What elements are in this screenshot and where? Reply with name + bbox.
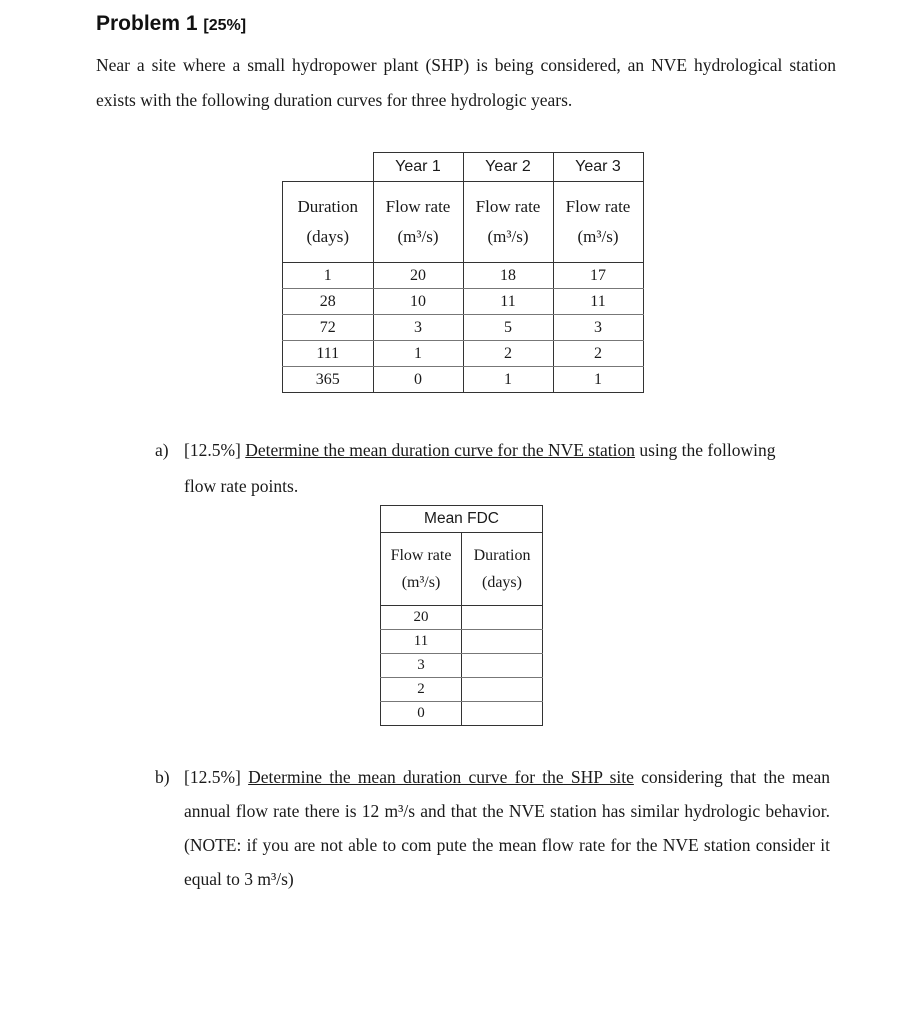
flow-cell: 1 — [463, 367, 553, 393]
fdc-duration-cell — [462, 630, 543, 654]
question-a-weight: [12.5%] — [184, 440, 241, 460]
flow-cell: 3 — [373, 315, 463, 341]
question-b-weight: [12.5%] — [184, 767, 241, 787]
question-a-text-line1: using the following — [639, 440, 776, 460]
table-row — [381, 654, 543, 678]
problem-intro: Near a site where a small hydropower plant (SHP) is being considered, an NVE hydrological station exists with the following duration curves for three hydrologic years. — [96, 55, 836, 110]
table-row — [283, 263, 644, 289]
flow-cell: 11 — [553, 289, 643, 315]
flow-cell: 17 — [553, 263, 643, 289]
flow-cell: 2 — [463, 341, 553, 367]
flow-cell: 18 — [463, 263, 553, 289]
question-a-underlined: Determine the mean duration curve for the NVE station — [245, 440, 635, 460]
problem-title — [96, 12, 246, 36]
flow-cell: 2 — [553, 341, 643, 367]
problem-weight: [25%] — [203, 17, 247, 34]
question-a-text-line2: flow rate points. — [184, 476, 299, 496]
flow-cell: 20 — [373, 263, 463, 289]
fdc-duration-cell — [462, 606, 543, 630]
flow-rate-header-year-3: Flow rate (m³/s) — [553, 182, 643, 263]
fdc-flow-cell: 20 — [381, 606, 462, 630]
flow-cell: 10 — [373, 289, 463, 315]
flow-cell: 0 — [373, 367, 463, 393]
fdc-flow-header: Flow rate (m³/s) — [381, 533, 462, 606]
table-row — [381, 702, 543, 726]
year-1-header: Year 1 — [373, 153, 463, 182]
blank-corner-cell — [283, 153, 374, 182]
table-row — [381, 606, 543, 630]
mean-fdc-table — [380, 505, 543, 726]
flow-cell: 5 — [463, 315, 553, 341]
fdc-duration-header: Duration (days) — [462, 533, 543, 606]
table-row — [381, 678, 543, 702]
year-2-header: Year 2 — [463, 153, 553, 182]
fdc-flow-cell: 11 — [381, 630, 462, 654]
fdc-flow-cell: 0 — [381, 702, 462, 726]
flow-rate-header-year-2: Flow rate (m³/s) — [463, 182, 553, 263]
fdc-duration-cell — [462, 654, 543, 678]
duration-cell: 28 — [283, 289, 374, 315]
question-b-underlined: Determine the mean duration curve for the SHP site — [248, 767, 634, 787]
question-a-label: a) — [155, 440, 169, 460]
problem-title-text: Problem 1 — [96, 12, 198, 35]
flow-cell: 11 — [463, 289, 553, 315]
question-b — [155, 760, 830, 896]
flow-cell: 1 — [373, 341, 463, 367]
fdc-flow-cell: 3 — [381, 654, 462, 678]
flow-rate-header-year-1: Flow rate (m³/s) — [373, 182, 463, 263]
question-b-text: considering that the mean annual flow rate there is 12 m³/s and that the NVE station has similar hydrologic behavior. (NOTE: if you are not able to com pute the mean flow rate for the NVE station consider it equal to 3 m³/s) — [184, 767, 831, 889]
table-row — [283, 367, 644, 393]
table-row — [283, 315, 644, 341]
flow-cell: 3 — [553, 315, 643, 341]
duration-cell: 72 — [283, 315, 374, 341]
duration-curves-table — [282, 152, 644, 393]
table-row — [283, 341, 644, 367]
duration-cell: 365 — [283, 367, 374, 393]
fdc-duration-cell — [462, 702, 543, 726]
duration-cell: 111 — [283, 341, 374, 367]
mean-fdc-title: Mean FDC — [381, 506, 543, 533]
year-3-header: Year 3 — [553, 153, 643, 182]
fdc-duration-cell — [462, 678, 543, 702]
flow-cell: 1 — [553, 367, 643, 393]
table-row — [381, 630, 543, 654]
duration-column-header: Duration (days) — [283, 182, 374, 263]
fdc-flow-cell: 2 — [381, 678, 462, 702]
table-row — [283, 289, 644, 315]
question-b-label: b) — [155, 767, 170, 787]
duration-cell: 1 — [283, 263, 374, 289]
question-a — [155, 432, 775, 504]
